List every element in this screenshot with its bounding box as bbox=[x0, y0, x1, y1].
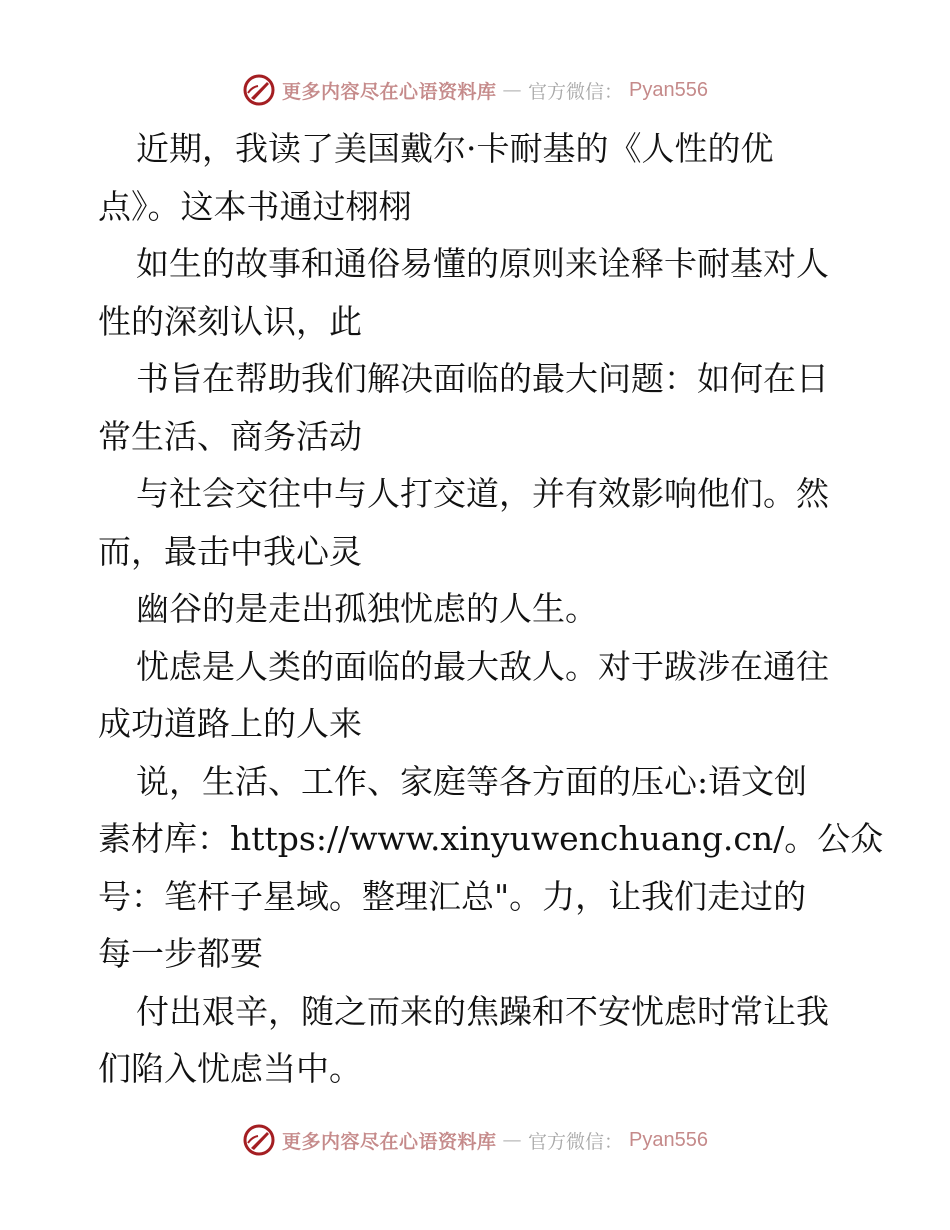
body-line: 每一步都要 bbox=[98, 934, 263, 973]
body-line: 如生的故事和通俗易懂的原则来诠释卡耐基对人 bbox=[136, 244, 829, 283]
body-line: 成功道路上的人来 bbox=[98, 704, 362, 743]
body-line: 忧虑是人类的面临的最大敌人。对于跋涉在通往 bbox=[136, 646, 829, 686]
body-line: 与社会交往中与人打交道，并有效影响他们。然 bbox=[136, 474, 829, 513]
quill-logo-icon bbox=[242, 73, 276, 107]
header-watermark bbox=[0, 70, 950, 110]
quill-logo-icon bbox=[242, 1123, 276, 1157]
body-line: 付出艰辛，随之而来的焦躁和不安忧虑时常让我 bbox=[136, 991, 829, 1031]
footer-watermark-label: 官方微信： bbox=[528, 1130, 624, 1153]
footer-watermark-text: 更多内容尽在心语资料库 bbox=[282, 1130, 497, 1153]
header-watermark-id: Pyan556 bbox=[629, 78, 708, 101]
footer-watermark-id: Pyan556 bbox=[629, 1128, 708, 1151]
body-line: 常生活、商务活动 bbox=[98, 416, 362, 456]
footer-watermark bbox=[0, 1120, 950, 1160]
body-line: 说，生活、工作、家庭等各方面的压心:语文创 bbox=[136, 761, 808, 801]
footer-watermark-separator: — bbox=[502, 1129, 523, 1151]
body-line: 幽谷的是走出孤独忧虑的人生。 bbox=[136, 589, 598, 628]
body-line: 近期，我读了美国戴尔·卡耐基的《人性的优 bbox=[136, 129, 774, 168]
body-line: 而，最击中我心灵 bbox=[98, 531, 362, 571]
body-line: 号：笔杆子星域。整理汇总"。力，让我们走过的 bbox=[98, 876, 807, 916]
body-line: 点》。这本书通过栩栩 bbox=[98, 186, 412, 226]
body-line: 书旨在帮助我们解决面临的最大问题：如何在日 bbox=[136, 359, 829, 398]
document-body bbox=[98, 120, 884, 1098]
body-line: 素材库：https://www.xinyuwenchuang.cn/。公众 bbox=[98, 819, 884, 858]
header-watermark-text: 更多内容尽在心语资料库 bbox=[282, 80, 497, 103]
body-line: 们陷入忧虑当中。 bbox=[98, 1049, 362, 1088]
header-watermark-separator: — bbox=[502, 79, 523, 101]
header-watermark-label: 官方微信： bbox=[528, 80, 624, 103]
body-line: 性的深刻认识，此 bbox=[98, 301, 362, 341]
